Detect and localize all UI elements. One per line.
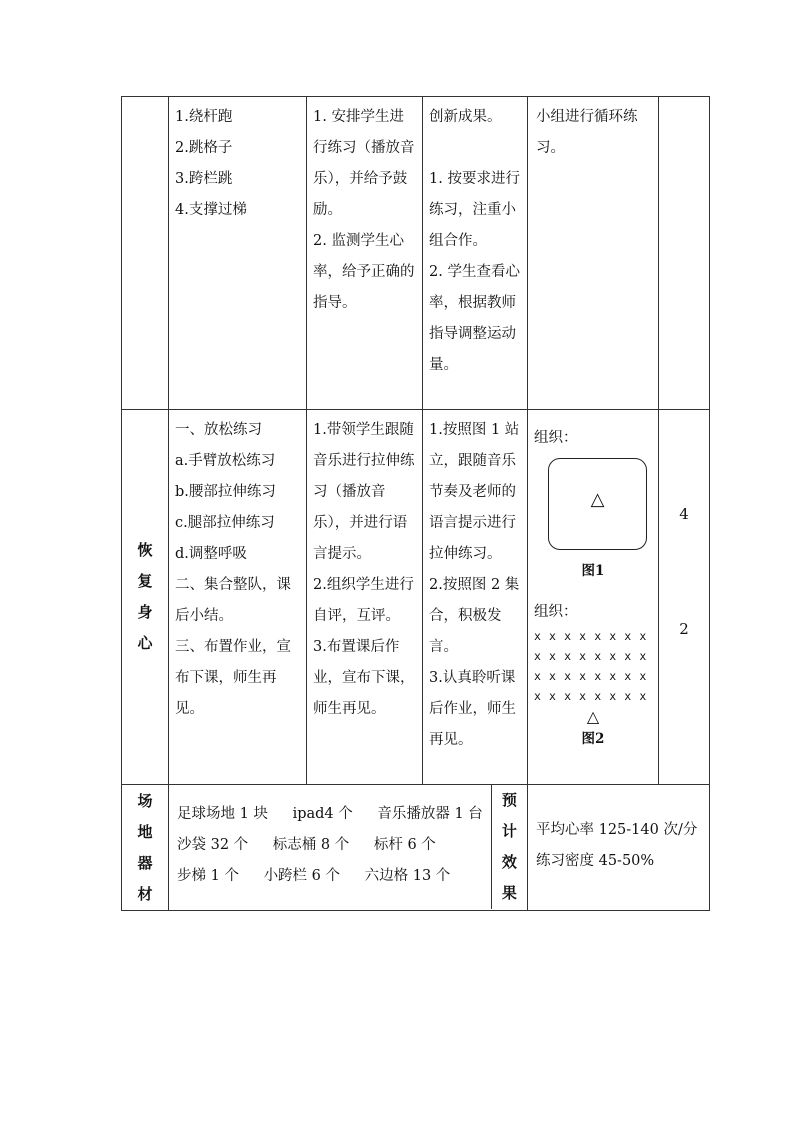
figure-caption-1: 图1 bbox=[581, 563, 605, 579]
student-activity-text: 创新成果。 1. 按要求进行练习，注重小组合作。 2. 学生查看心率，根据教师指导调整运动量。 bbox=[429, 109, 520, 373]
organization-text: 小组进行循环练习。 bbox=[536, 109, 638, 156]
section-label-equipment: 场 地 器 材 bbox=[137, 791, 153, 903]
teacher-step: 2.组织学生进行自评，互评。 bbox=[313, 577, 414, 624]
section-label-cell bbox=[122, 410, 169, 785]
content-item: 2.跳格子 bbox=[175, 140, 233, 156]
equipment-line: 足球场地 1 块 ipad4 个 音乐播放器 1 台 bbox=[177, 806, 483, 822]
row-practice bbox=[122, 97, 710, 410]
teacher-step: 3.布置课后作业，宣布下课，师生再见。 bbox=[313, 639, 415, 717]
content-item: d.调整呼吸 bbox=[175, 546, 247, 562]
student-step: 1.按照图 1 站立，跟随音乐节奏及老师的语言提示进行拉伸练习。 bbox=[429, 422, 520, 562]
student-step: 3.认真聆听课后作业，师生再见。 bbox=[429, 670, 516, 748]
teacher-step: 1.带领学生跟随音乐进行拉伸练习（播放音乐），并进行语言提示。 bbox=[313, 422, 415, 562]
equipment-line: 步梯 1 个 小跨栏 6 个 六边格 13 个 bbox=[177, 868, 451, 884]
time-cell bbox=[659, 410, 710, 785]
teacher-activity-cell bbox=[307, 410, 423, 785]
teacher-activity-cell bbox=[307, 97, 423, 410]
formation-diagram-1 bbox=[548, 458, 647, 550]
effect-label: 预 计 效 果 bbox=[501, 791, 517, 902]
section-label-cell bbox=[122, 97, 169, 410]
equipment-line: 沙袋 32 个 标志桶 8 个 标杆 6 个 bbox=[177, 837, 436, 853]
row-equipment bbox=[122, 785, 710, 911]
student-formation-row: x x x x x x x x bbox=[534, 689, 647, 703]
student-formation-row: x x x x x x x x bbox=[534, 669, 647, 683]
equipment-list bbox=[169, 785, 491, 909]
student-activity-cell bbox=[423, 410, 528, 785]
student-step: 2.按照图 2 集合，积极发言。 bbox=[429, 577, 520, 655]
student-activity-cell bbox=[423, 97, 528, 410]
teacher-triangle-icon: △ bbox=[586, 707, 600, 726]
organization-title: 组织： bbox=[534, 430, 578, 446]
content-cell bbox=[169, 410, 307, 785]
equipment-cell bbox=[169, 785, 528, 911]
teacher-activity-text: 1. 安排学生进行练习（播放音乐），并给予鼓励。 2. 监测学生心率，给予正确的指导。 bbox=[313, 109, 415, 311]
time-cell bbox=[659, 97, 710, 410]
time-value: 4 bbox=[679, 505, 689, 523]
section-label-recovery: 恢 复 身 心 bbox=[137, 541, 153, 652]
effect-cell bbox=[528, 785, 710, 911]
content-item: c.腿部拉伸练习 bbox=[175, 515, 275, 531]
content-item: 三、布置作业，宣布下课，师生再见。 bbox=[175, 639, 291, 717]
organization-cell bbox=[528, 410, 659, 785]
lesson-plan-table bbox=[121, 96, 710, 911]
content-item: a.手臂放松练习 bbox=[175, 453, 276, 469]
figure-caption-2: 图2 bbox=[581, 731, 605, 747]
row-recovery bbox=[122, 410, 710, 785]
organization-cell bbox=[528, 97, 659, 410]
student-formation-row: x x x x x x x x bbox=[534, 649, 647, 663]
content-cell bbox=[169, 97, 307, 410]
content-item: 二、集合整队，课后小结。 bbox=[175, 577, 291, 624]
content-item: 3.跨栏跳 bbox=[175, 171, 233, 187]
effect-label-cell bbox=[491, 785, 527, 909]
section-label-cell bbox=[122, 785, 169, 911]
teacher-triangle-icon: △ bbox=[590, 489, 605, 510]
effect-heart-rate: 平均心率 125-140 次/分 bbox=[536, 822, 698, 838]
effect-density: 练习密度 45-50% bbox=[536, 853, 655, 869]
organization-title: 组织： bbox=[534, 604, 578, 620]
formation-diagram-2 bbox=[534, 626, 652, 728]
content-item: 4.支撑过梯 bbox=[175, 202, 247, 218]
student-formation-row: x x x x x x x x bbox=[534, 629, 647, 643]
content-item: 一、放松练习 bbox=[175, 422, 262, 438]
content-item: 1.绕杆跑 bbox=[175, 109, 233, 125]
content-item: b.腰部拉伸练习 bbox=[175, 484, 276, 500]
time-value: 2 bbox=[679, 620, 689, 638]
